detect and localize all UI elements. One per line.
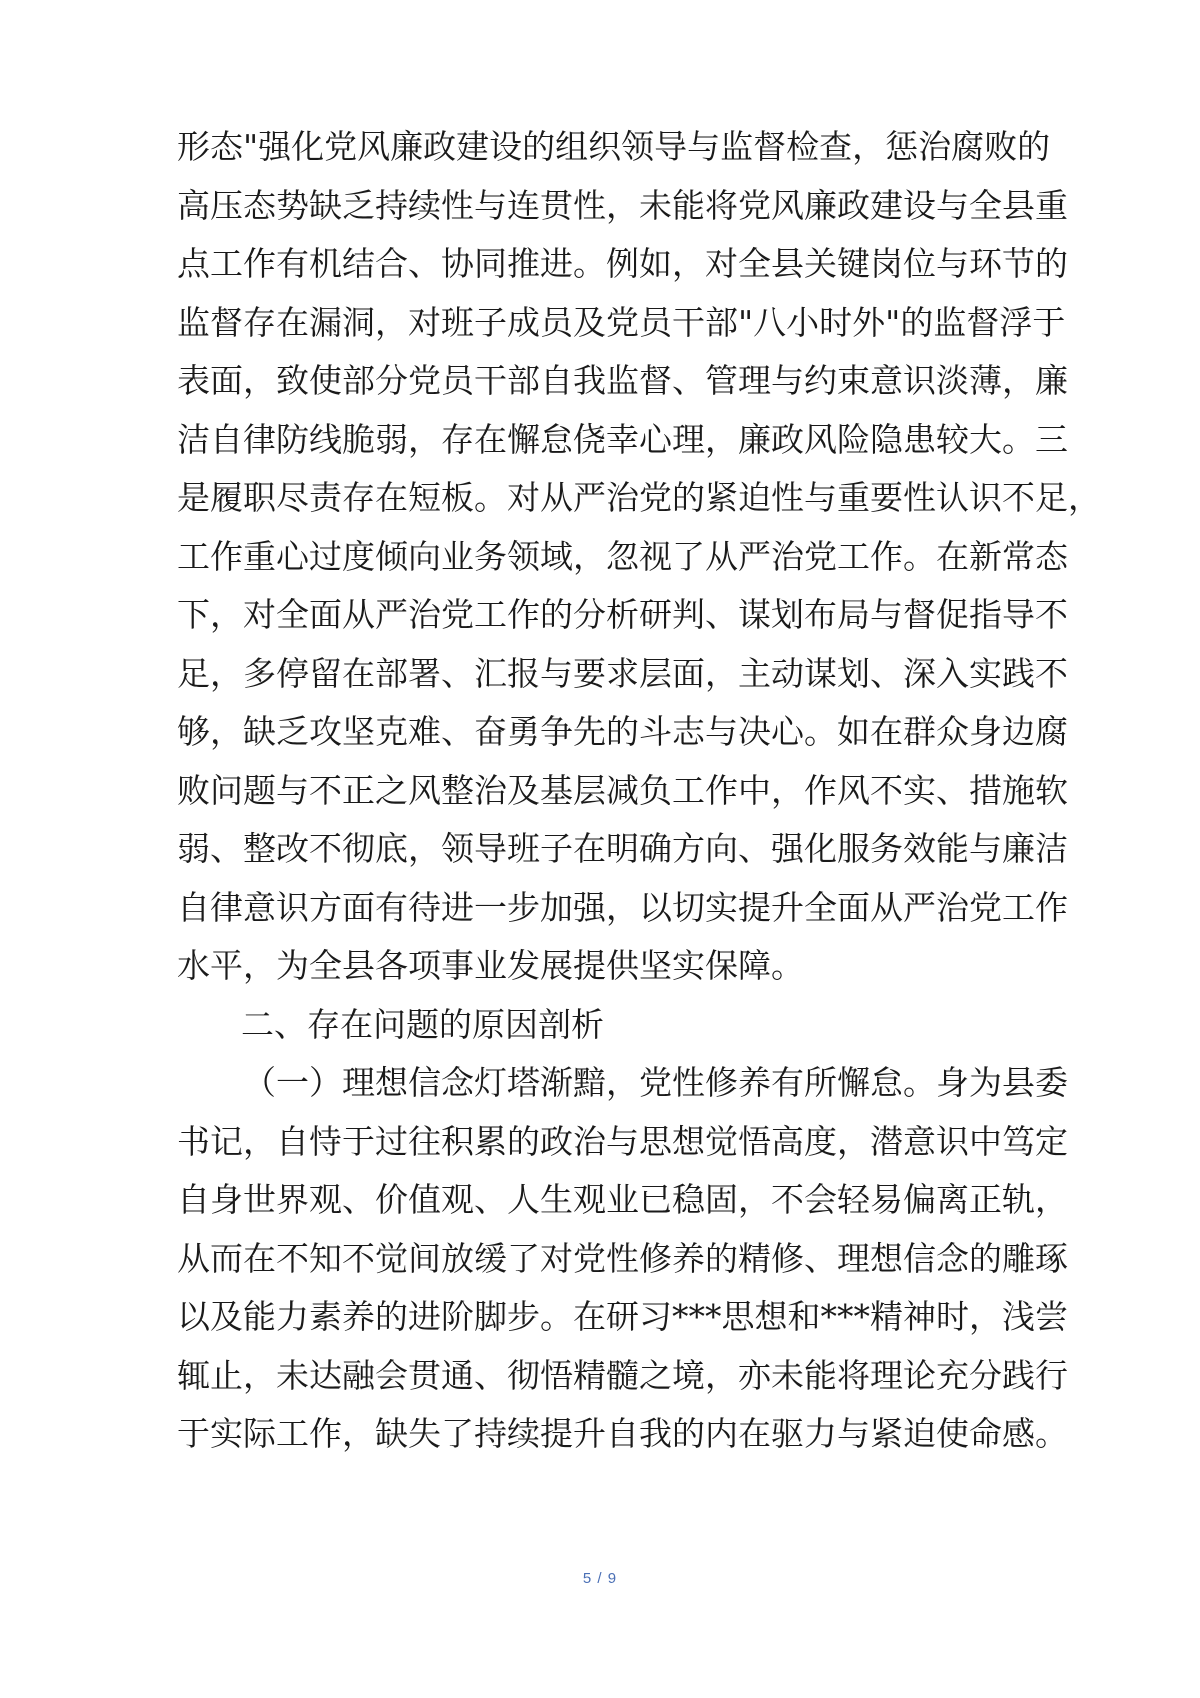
paragraph-line: 水平，为全县各项事业发展提供坚实保障。 (177, 946, 804, 985)
paragraph-line: 以及能力素养的进阶脚步。在研习***思想和***精神时，浅尝 (177, 1297, 1068, 1336)
document-body (177, 118, 1101, 1464)
paragraph-line: 高压态势缺乏持续性与连贯性，未能将党风廉政建设与全县重 (177, 185, 1068, 225)
paragraph-line: 辄止，未达融会贯通、彻悟精髓之境，亦未能将理论充分践行 (177, 1355, 1068, 1395)
paragraph-line: 点工作有机结合、协同推进。例如，对全县关键岗位与环节的 (177, 244, 1068, 283)
paragraph-line: 工作重心过度倾向业务领域，忽视了从严治党工作。在新常态 (177, 536, 1068, 576)
paragraph-line: 下，对全面从严治党工作的分析研判、谋划布局与督促指导不 (177, 595, 1068, 634)
paragraph-line: 书记，自恃于过往积累的政治与思想觉悟高度，潜意识中笃定 (177, 1121, 1068, 1161)
paragraph-line: 自身世界观、价值观、人生观业已稳固，不会轻易偏离正轨， (177, 1180, 1068, 1219)
paragraph-line: 表面，致使部分党员干部自我监督、管理与约束意识淡薄，廉 (177, 361, 1068, 400)
paragraph-line: 监督存在漏洞，对班子成员及党员干部"八小时外"的监督浮于 (177, 302, 1066, 342)
paragraph-line: 弱、整改不彻底，领导班子在明确方向、强化服务效能与廉洁 (177, 829, 1068, 868)
paragraph-line: 败问题与不正之风整治及基层减负工作中，作风不实、措施软 (177, 770, 1068, 810)
paragraph-line: 自律意识方面有待进一步加强，以切实提升全面从严治党工作 (177, 887, 1068, 927)
section-heading: 二、存在问题的原因剖析 (241, 1004, 604, 1044)
paragraph-line: 形态"强化党风廉政建设的组织领导与监督检查，惩治腐败的 (177, 127, 1051, 166)
paragraph-line: （一）理想信念灯塔渐黯，党性修养有所懈怠。身为县委 (243, 1063, 1068, 1102)
page-number: 5 / 9 (582, 1570, 618, 1587)
paragraph-line: 是履职尽责存在短板。对从严治党的紧迫性与重要性认识不足， (177, 478, 1101, 517)
paragraph-line: 足，多停留在部署、汇报与要求层面，主动谋划、深入实践不 (177, 653, 1068, 693)
paragraph-line: 够，缺乏攻坚克难、奋勇争先的斗志与决心。如在群众身边腐 (177, 712, 1068, 751)
paragraph-line: 于实际工作，缺失了持续提升自我的内在驱力与紧迫使命感。 (177, 1414, 1068, 1453)
paragraph-line: 洁自律防线脆弱，存在懈怠侥幸心理，廉政风险隐患较大。三 (177, 419, 1068, 459)
paragraph-line: 从而在不知不觉间放缓了对党性修养的精修、理想信念的雕琢 (177, 1238, 1068, 1278)
